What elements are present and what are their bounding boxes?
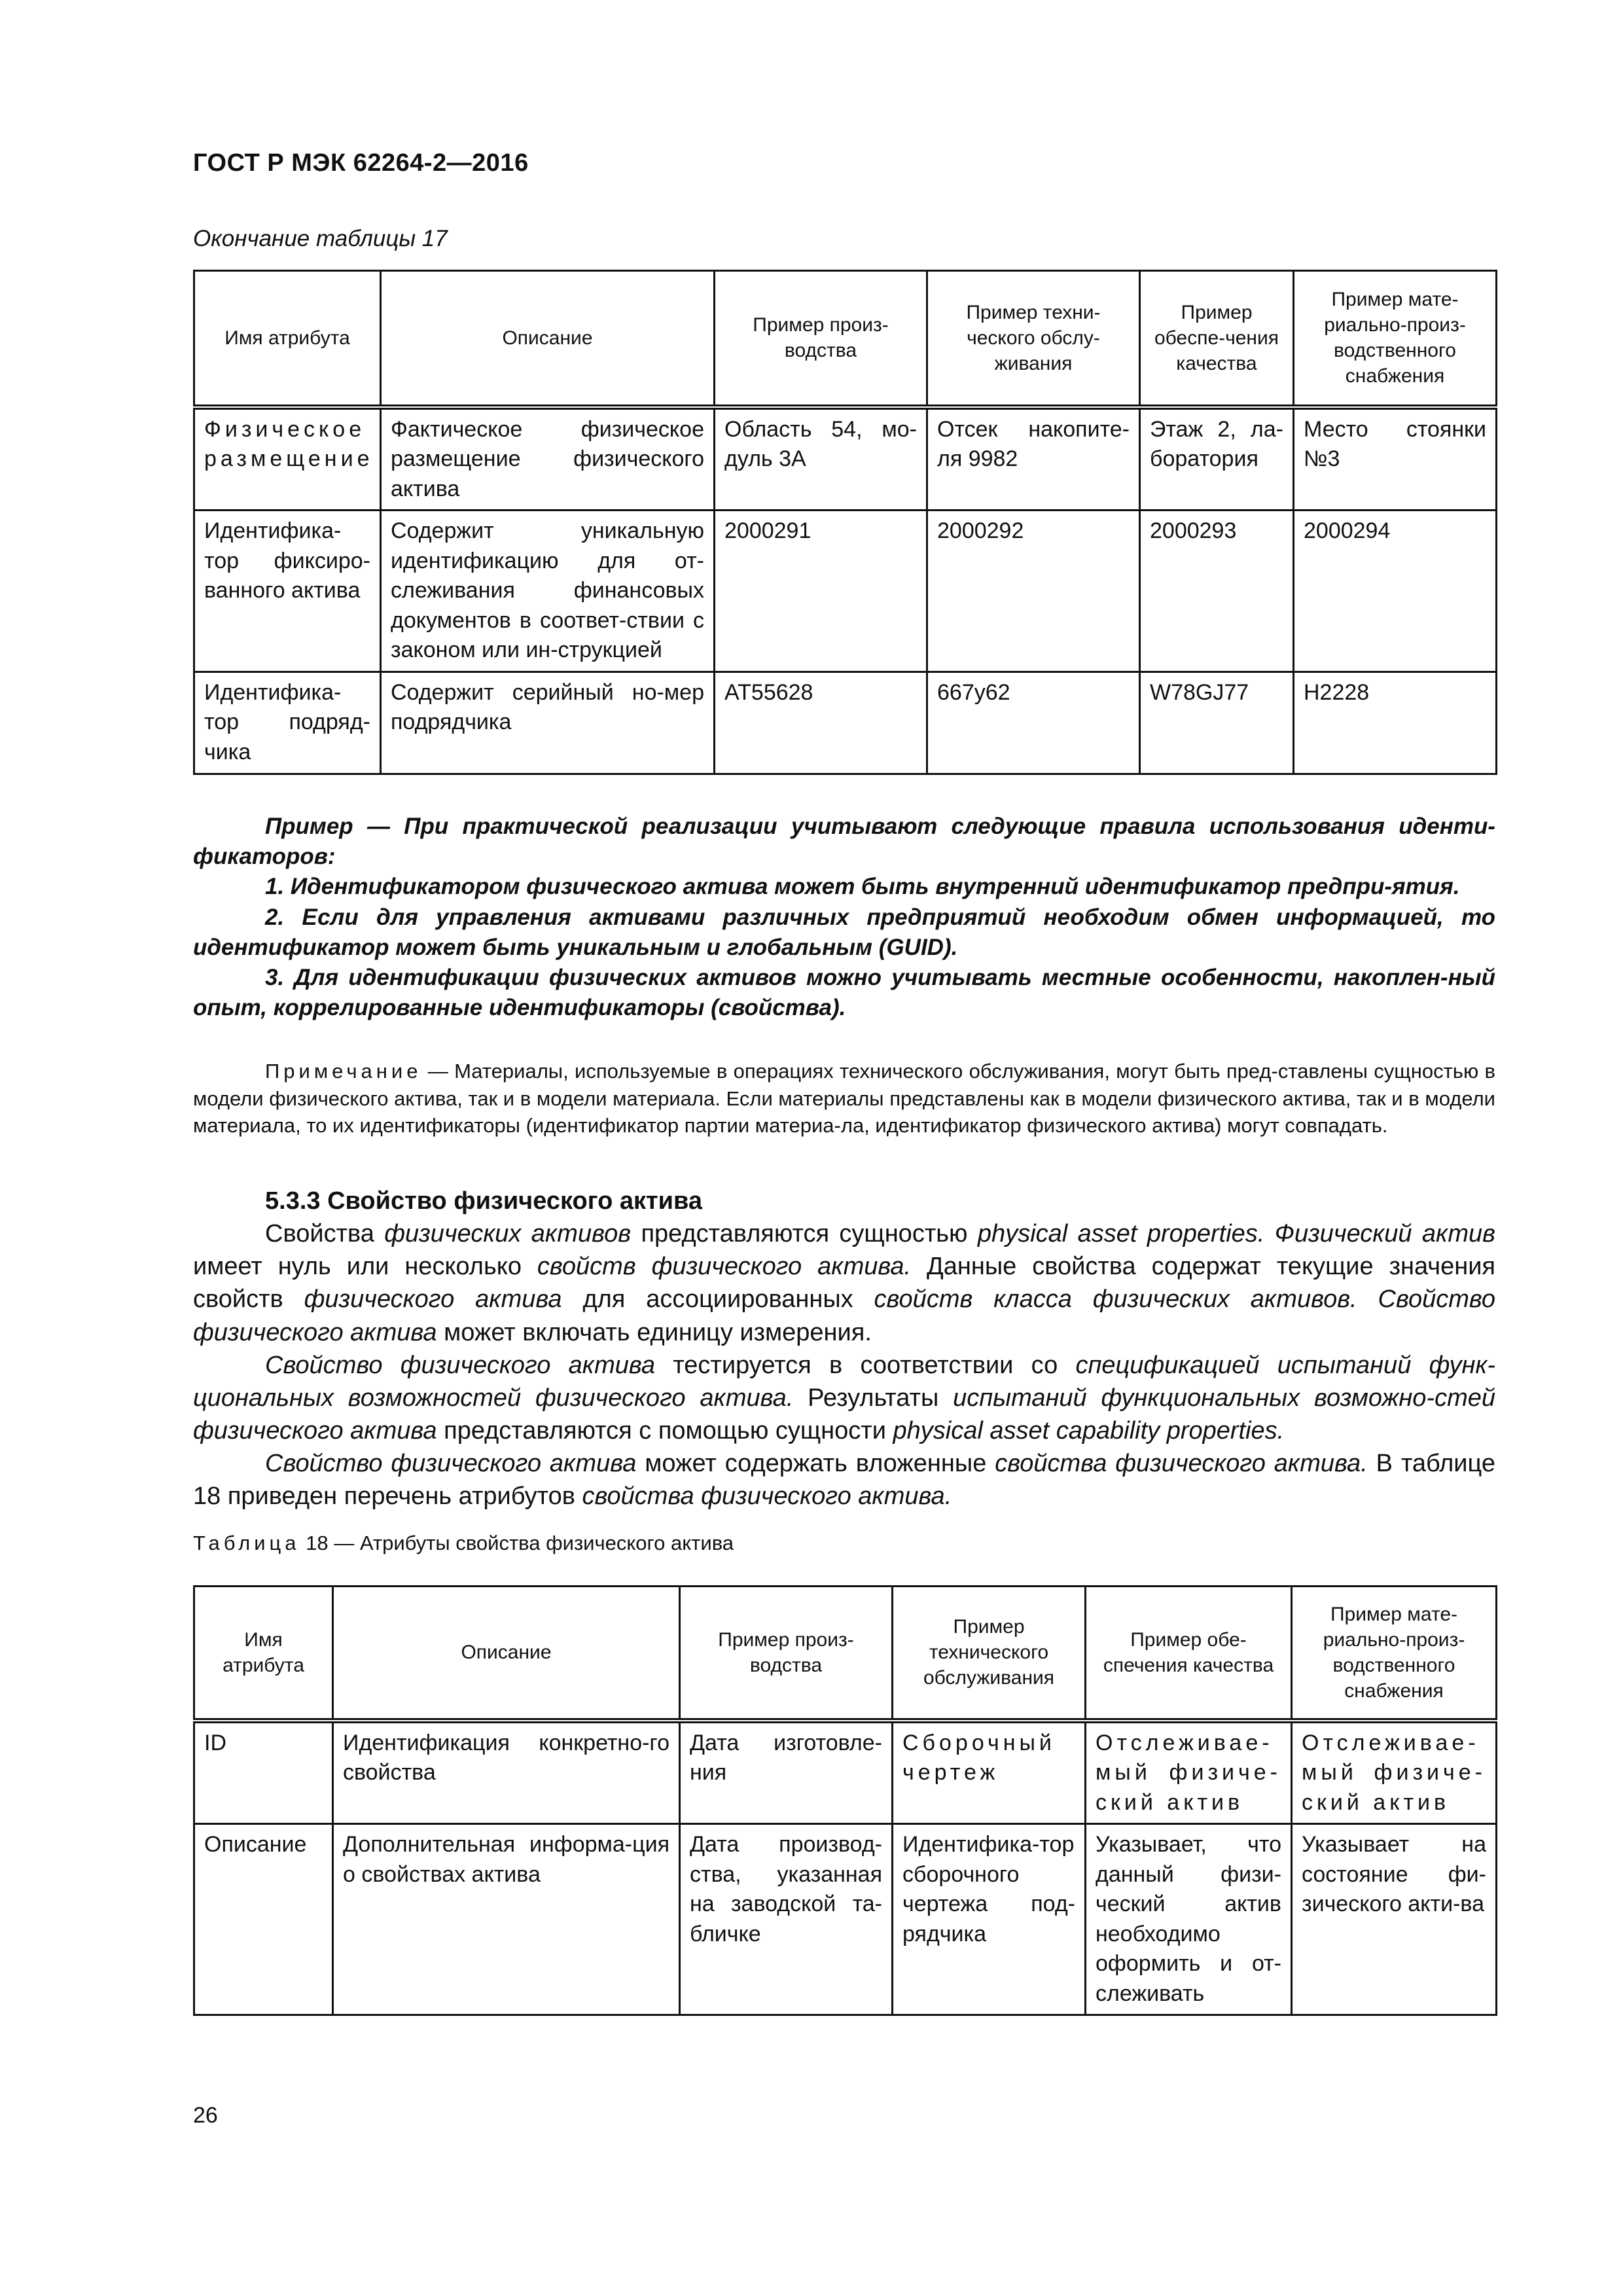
table-cell: AT55628 <box>715 672 927 774</box>
table18-col-maintenance: Пример технического обслуживания <box>893 1587 1086 1721</box>
table-row <box>194 1824 1497 2015</box>
table-cell: Сборочный чертеж <box>893 1721 1086 1824</box>
table-row <box>194 672 1497 774</box>
table-cell: Указывает на состояние фи-зического акти-ва <box>1292 1824 1497 2015</box>
table17-col-production: Пример произ-водства <box>715 271 927 407</box>
table-cell: Этаж 2, ла-боратория <box>1140 407 1294 511</box>
table-cell: Содержит уникальную идентификацию для от-слеживания финансовых документов в соответ-ствии с законом или ин-струкцией <box>381 511 715 672</box>
table18-col-description: Описание <box>333 1587 680 1721</box>
table-row <box>194 511 1497 672</box>
page-number: 26 <box>193 2103 218 2128</box>
table-cell: 2000291 <box>715 511 927 672</box>
table-row <box>194 407 1497 511</box>
table17-col-description: Описание <box>381 271 715 407</box>
section-paragraph-3: Свойство физического актива может содержать вложенные свойства физического актива. В таблице 18 приведен перечень атрибутов свойства физического актива. <box>193 1450 1495 1511</box>
table-cell: Описание <box>194 1824 333 2015</box>
table-cell: Отслеживае-мый физиче-ский актив <box>1292 1721 1497 1824</box>
table17-header-row <box>194 271 1497 407</box>
example-intro: Пример — При практической реализации учитывают следующие правила использования иденти-фикаторов: <box>193 814 1495 870</box>
table-cell: Фактическое физическое размещение физического актива <box>381 407 715 511</box>
table-cell: Содержит серийный но-мер подрядчика <box>381 672 715 774</box>
table-cell: 667y62 <box>927 672 1140 774</box>
table17-col-inventory: Пример мате-риально-произ-водственного снабжения <box>1294 271 1497 407</box>
section-paragraph-1: Свойства физических активов представляются сущностью physical asset properties. Физический актив имеет нуль или несколько свойств физического актива. Данные свойства содержат текущие значения свойств физического актива для ассоциированных свойств класса физических активов. Свойство физического актива может включать единицу измерения. <box>193 1220 1496 1346</box>
table-cell: ID <box>194 1721 333 1824</box>
table-cell: Физическое размещение <box>194 407 381 511</box>
table-row <box>194 1721 1497 1824</box>
table17-caption: Окончание таблицы 17 <box>193 226 448 251</box>
table-cell: Идентифика-тор сборочного чертежа под-рядчика <box>893 1824 1086 2015</box>
table17-col-name: Имя атрибута <box>194 271 381 407</box>
table18-col-production: Пример произ-водства <box>680 1587 893 1721</box>
note-block <box>193 1058 1495 1139</box>
table-cell: Идентифика-тор подряд-чика <box>194 672 381 774</box>
table17-col-quality: Пример обеспе-чения качества <box>1140 271 1294 407</box>
table17-col-maintenance: Пример техни-ческого обслу-живания <box>927 271 1140 407</box>
table-17 <box>193 270 1497 775</box>
example-item: 1. Идентификатором физического актива может быть внутренний идентификатор предпри-ятия. <box>265 874 1460 900</box>
note-text: — Материалы, используемые в операциях технического обслуживания, могут быть пред-ставлены сущностью в модели физического актива, так и в модели материала. Если материалы представлены как в модели физического актива, так и в модели материала, то их идентификаторы (идентификатор партии материа-ла, идентификатор физического актива) могут совпадать. <box>193 1060 1495 1138</box>
table18-col-name: Имя атрибута <box>194 1587 333 1721</box>
example-item: 3. Для идентификации физических активов можно учитывать местные особенности, накоплен-ный опыт, коррелированные идентификаторы (свойства). <box>193 964 1495 1021</box>
table-cell: H2228 <box>1294 672 1497 774</box>
table-cell: Дата производ-ства, указанная на заводской та-бличке <box>680 1824 893 2015</box>
table-cell: 2000292 <box>927 511 1140 672</box>
table-cell: Дополнительная информа-ция о свойствах актива <box>333 1824 680 2015</box>
table-cell: 2000293 <box>1140 511 1294 672</box>
table18-caption: Таблица 18 — Атрибуты свойства физического актива <box>193 1532 734 1554</box>
document-header: ГОСТ Р МЭК 62264-2—2016 <box>193 149 529 177</box>
table-cell: Область 54, мо-дуль 3А <box>715 407 927 511</box>
table18-col-inventory: Пример мате-риально-произ-водственного снабжения <box>1292 1587 1497 1721</box>
table-cell: W78GJ77 <box>1140 672 1294 774</box>
table-cell: Идентифика-тор фиксиро-ванного актива <box>194 511 381 672</box>
example-item: 2. Если для управления активами различных предприятий необходим обмен информацией, то идентификатор может быть уникальным и глобальным (GUID). <box>193 904 1495 960</box>
table-18 <box>193 1585 1497 2016</box>
table-cell: 2000294 <box>1294 511 1497 672</box>
table-cell: Место стоянки №3 <box>1294 407 1497 511</box>
table-cell: Указывает, что данный физи-ческий актив необходимо оформить и от-слеживать <box>1086 1824 1292 2015</box>
section-5-3-3 <box>193 1185 1495 1513</box>
example-block <box>193 812 1495 1023</box>
table-cell: Идентификация конкретно-го свойства <box>333 1721 680 1824</box>
table-cell: Отслеживае-мый физиче-ский актив <box>1086 1721 1292 1824</box>
table18-header-row <box>194 1587 1497 1721</box>
table18-col-quality: Пример обе-спечения качества <box>1086 1587 1292 1721</box>
section-paragraph-2: Свойство физического актива тестируется в соответствии со спецификацией испытаний функ-циональных возможностей физического актива. Результаты испытаний функциональных возможно-стей физического актива представляются с помощью сущности physical asset capability properties. <box>193 1351 1496 1445</box>
section-heading: 5.3.3 Свойство физического актива <box>265 1187 702 1215</box>
table-cell: Дата изготовле-ния <box>680 1721 893 1824</box>
note-label: Примечание <box>265 1060 422 1083</box>
table-cell: Отсек накопите-ля 9982 <box>927 407 1140 511</box>
